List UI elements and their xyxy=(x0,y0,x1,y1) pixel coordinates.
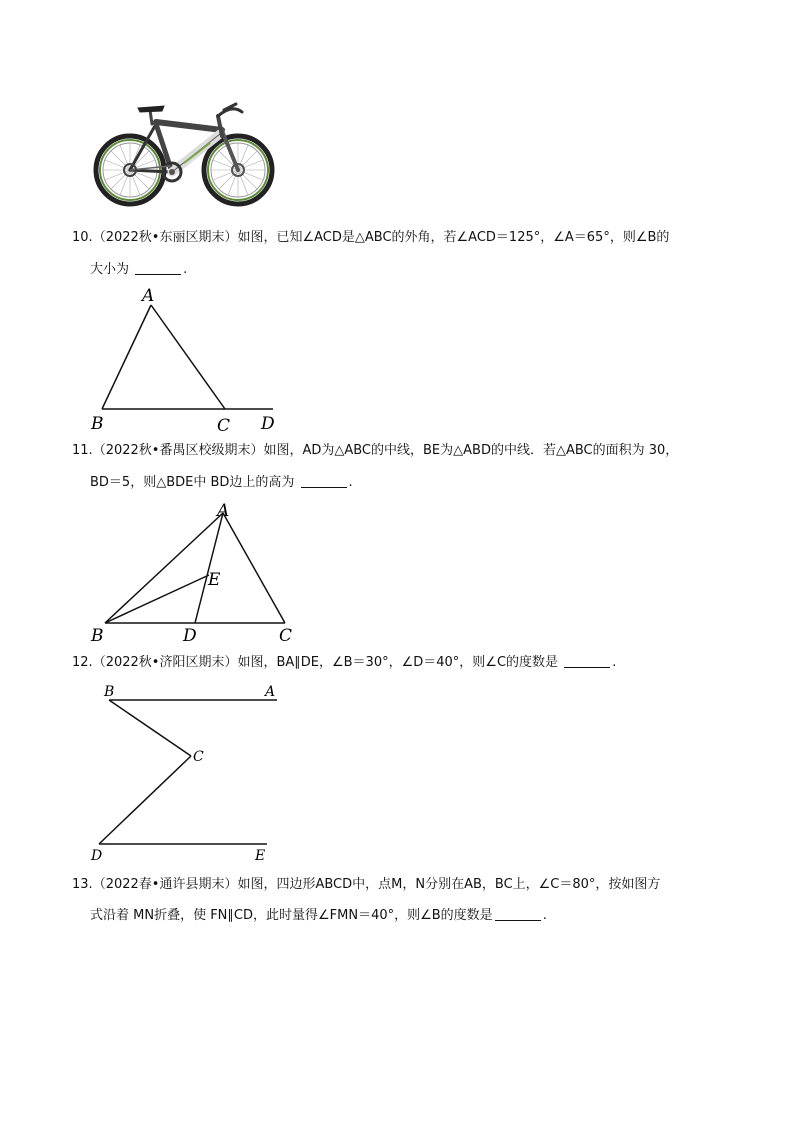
problem-10-figure xyxy=(85,283,285,435)
problem-13-line-1 xyxy=(72,876,660,894)
problem-13-source: （2022春•通许县期末） xyxy=(92,877,238,892)
problem-10-text-2: 大小为 xyxy=(90,262,130,277)
label-C: C xyxy=(279,626,293,646)
period: . xyxy=(183,262,188,277)
label-B: B xyxy=(91,626,104,646)
problem-10-number: 10. xyxy=(72,230,93,245)
label-D: D xyxy=(261,414,275,434)
problem-13-number: 13. xyxy=(72,877,93,892)
period: . xyxy=(542,908,547,923)
label-D: D xyxy=(91,848,103,864)
answer-blank[interactable] xyxy=(495,907,541,921)
problem-12-number: 12. xyxy=(72,655,93,670)
problem-12-figure xyxy=(85,680,285,866)
label-E: E xyxy=(255,848,266,864)
answer-blank[interactable] xyxy=(135,261,181,275)
label-E: E xyxy=(208,570,221,590)
period: . xyxy=(612,655,617,670)
label-D: D xyxy=(183,626,197,646)
bicycle-image xyxy=(92,100,278,216)
problem-11-line-2 xyxy=(90,474,353,492)
label-C: C xyxy=(193,749,204,765)
problem-13-text: 如图，四边形ABCD中，点M，N分别在AB，BC上，∠C＝80°，按如图方 xyxy=(237,877,661,892)
problem-12-line-1 xyxy=(72,654,616,672)
problem-11-line-1 xyxy=(72,442,678,460)
label-A: A xyxy=(265,684,276,700)
problem-11-number: 11. xyxy=(72,443,93,458)
problem-11-source: （2022秋•番禺区校级期末） xyxy=(92,443,264,458)
problem-10-source: （2022秋•东丽区期末） xyxy=(92,230,238,245)
problem-11-text: 如图，AD为△ABC的中线，BE为△ABD的中线．若△ABC的面积为 30， xyxy=(263,443,679,458)
answer-blank[interactable] xyxy=(564,654,610,668)
problem-13-line-2 xyxy=(90,907,547,925)
problem-11-figure xyxy=(85,497,305,647)
problem-11-text-2: BD＝5，则△BDE中 BD边上的高为 xyxy=(90,475,295,490)
label-B: B xyxy=(91,414,104,434)
label-A: A xyxy=(217,501,230,521)
problem-12-text: 如图，BA∥DE，∠B＝30°，∠D＝40°，则∠C的度数是 xyxy=(237,655,559,670)
problem-10-line-2 xyxy=(90,261,187,279)
period: . xyxy=(348,475,353,490)
problem-10-line-1 xyxy=(72,229,669,247)
problem-10-text: 如图，已知∠ACD是△ABC的外角，若∠ACD＝125°，∠A＝65°，则∠B的 xyxy=(237,230,670,245)
label-B: B xyxy=(104,684,115,700)
label-C: C xyxy=(217,416,231,435)
label-A: A xyxy=(142,286,155,306)
answer-blank[interactable] xyxy=(301,474,347,488)
problem-13-text-2: 式沿着 MN折叠，使 FN∥CD，此时量得∠FMN＝40°，则∠B的度数是 xyxy=(90,908,493,923)
problem-12-source: （2022秋•济阳区期末） xyxy=(92,655,238,670)
